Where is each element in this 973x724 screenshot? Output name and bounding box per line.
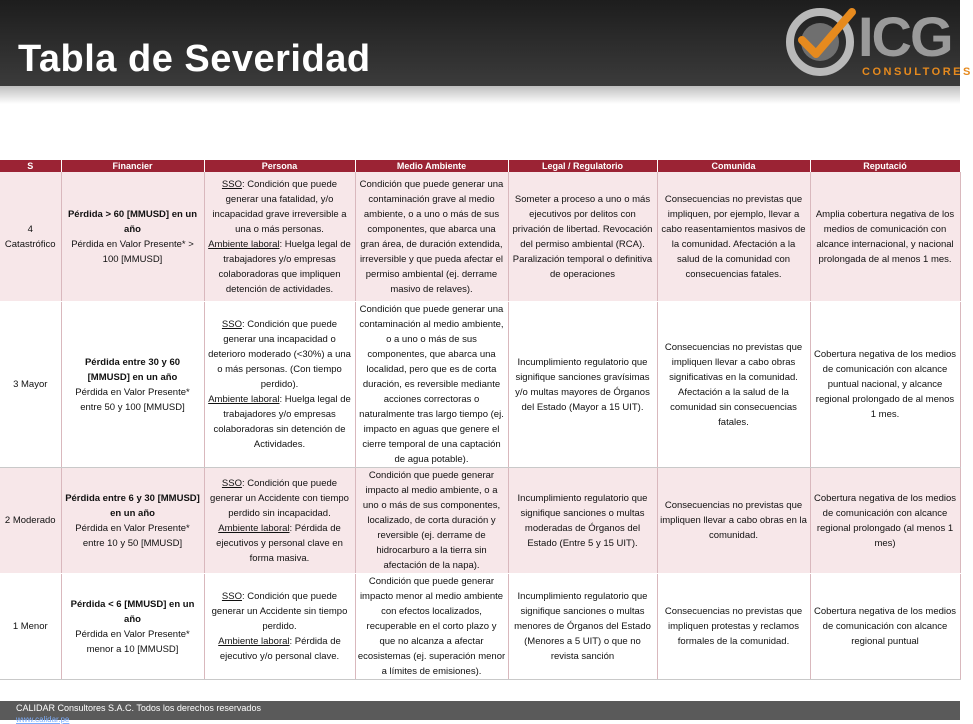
person-sso-text: : Condición que puede generar un Accidente sin tiempo perdido. xyxy=(211,591,348,632)
severity-cell: 4 Catastrófico xyxy=(0,172,61,302)
col-header-community: Comunida xyxy=(657,160,810,172)
community-cell: Consecuencias no previstas que impliquen, por ejemplo, llevar a cabo reasentamientos masivos de la comunidad. Afectación a la salud de la comunidad con consecuencias fatales. xyxy=(657,172,810,302)
severity-table xyxy=(0,160,961,680)
reputation-cell: Cobertura negativa de los medios de comunicación con alcance regional prolongado (al menos 1 mes) xyxy=(810,468,960,574)
person-sso-text: : Condición que puede generar un Accidente con tiempo perdido sin incapacidad. xyxy=(210,477,349,519)
financial-cell xyxy=(61,172,204,302)
col-header-financial: Financier xyxy=(61,160,204,172)
reputation-cell: Cobertura negativa de los medios de comunicación con alcance puntual nacional, y alcance regional prolongado de al menos 1 mes. xyxy=(810,302,960,468)
severity-cell: 2 Moderado xyxy=(0,468,61,574)
environment-cell: Condición que puede generar impacto al medio ambiente, o a uno o más de sus componentes, localizado, de corta duración y reversible (ej. derrame de hidrocarburo a la tierra sin afectación de la napa). xyxy=(355,468,508,574)
col-header-person: Persona xyxy=(204,160,355,172)
person-sso-label: SSO xyxy=(221,477,242,489)
financial-note: Pérdida en Valor Presente* entre 10 y 50 [MMUSD] xyxy=(75,522,190,549)
person-labor-label: Ambiente laboral xyxy=(208,238,280,250)
environment-cell: Condición que puede generar impacto menor al medio ambiente con efectos localizados, recuperable en el corto plazo y que no alcanza a afectar ecosistemas (ej. superación menor a límites de emisiones). xyxy=(355,574,508,680)
legal-cell: Incumplimiento regulatorio que signifique sanciones o multas menores de Órganos del Estado (Menores a 5 UIT) o que no revista sanción xyxy=(508,574,657,680)
financial-note: Pérdida en Valor Presente* > 100 [MMUSD] xyxy=(71,238,194,265)
footer-bar xyxy=(0,701,960,724)
financial-note: Pérdida en Valor Presente* menor a 10 [MMUSD] xyxy=(75,628,190,655)
header-shadow xyxy=(0,86,960,104)
person-sso-text: : Condición que puede generar una fatalidad, y/o incapacidad grave irreversible a una o más personas. xyxy=(212,178,347,235)
legal-cell: Incumplimiento regulatorio que signifique sanciones gravísimas y/o multas mayores de Órganos del Estado (Mayor a 15 UIT). xyxy=(508,302,657,468)
reputation-cell: Amplia cobertura negativa de los medios de comunicación con alcance internacional, y nacional prolongada de al menos 1 mes. xyxy=(810,172,960,302)
legal-cell: Someter a proceso a uno o más ejecutivos por delitos con privación de libertad. Revocación del permiso ambiental (RCA). Paralización temporal o definitiva de operaciones xyxy=(508,172,657,302)
financial-cell xyxy=(61,468,204,574)
person-labor-text: : Pérdida de ejecutivos y personal clave en forma masiva. xyxy=(216,522,343,564)
severity-cell: 1 Menor xyxy=(0,574,61,680)
person-sso-label: SSO xyxy=(221,319,242,330)
footer-link[interactable]: www.calidar.pe xyxy=(16,715,70,724)
person-sso-label: SSO xyxy=(221,591,242,602)
col-header-legal: Legal / Regulatorio xyxy=(508,160,657,172)
financial-note: Pérdida en Valor Presente* entre 50 y 100 [MMUSD] xyxy=(75,386,190,413)
col-header-severity: S xyxy=(0,160,61,172)
reputation-cell: Cobertura negativa de los medios de comunicación con alcance regional puntual xyxy=(810,574,960,680)
financial-bold: Pérdida entre 30 y 60 [MMUSD] en un año xyxy=(84,356,181,383)
environment-cell: Condición que puede generar una contaminación al medio ambiente, o a uno o más de sus componentes, que abarca una localidad, pero que es de corta duración, es reversible mediante acciones correctoras o naturalmente tras largo tiempo (ej. impacto en aguas que genere el cierre temporal de una captación de agua potable). xyxy=(355,302,508,468)
financial-bold: Pérdida entre 6 y 30 [MMUSD] en un año xyxy=(65,492,200,519)
table-row xyxy=(0,302,960,468)
person-labor-label: Ambiente laboral xyxy=(218,522,290,534)
person-cell xyxy=(204,172,355,302)
environment-cell: Condición que puede generar una contaminación grave al medio ambiente, o a uno o más de sus componentes, que abarca una gran área, de duración extendida, irreversible y que pueda afectar el permiso ambiental (ej. derrame masivo de relaves). xyxy=(355,172,508,302)
legal-cell: Incumplimiento regulatorio que signifique sanciones o multas moderadas de Órganos del Estado (Entre 5 y 15 UIT). xyxy=(508,468,657,574)
person-sso-text: : Condición que puede generar una incapacidad o deterioro moderado (<30%) a una o más personas. (Con tiempo perdido). xyxy=(208,319,351,390)
logo-main: ICG xyxy=(858,5,952,68)
severity-cell: 3 Mayor xyxy=(0,302,61,468)
person-labor-label: Ambiente laboral xyxy=(208,394,280,405)
person-cell xyxy=(204,574,355,680)
person-labor-text: : Huelga legal de trabajadores y/o empresas colaboradoras que impliquen detención de actividades. xyxy=(218,238,351,295)
logo-subtitle: CONSULTORES xyxy=(862,66,973,78)
financial-cell xyxy=(61,302,204,468)
person-labor-text: : Pérdida de ejecutivo y/o personal clave. xyxy=(219,636,341,662)
table-row xyxy=(0,574,960,680)
community-cell: Consecuencias no previstas que impliquen protestas y reclamos formales de la comunidad. xyxy=(657,574,810,680)
table-row xyxy=(0,468,960,574)
person-sso-label: SSO xyxy=(221,178,242,190)
table-header-row xyxy=(0,160,960,172)
person-cell xyxy=(204,302,355,468)
col-header-reputation: Reputació xyxy=(810,160,960,172)
person-cell xyxy=(204,468,355,574)
table-row xyxy=(0,172,960,302)
page-title: Tabla de Severidad xyxy=(18,38,371,80)
logo-wordmark xyxy=(858,6,952,68)
community-cell: Consecuencias no previstas que impliquen llevar a cabo obras significativas en la comunidad. Afectación a la salud de la comunidad sin consecuencias fatales. xyxy=(657,302,810,468)
financial-cell xyxy=(61,574,204,680)
financial-bold: Pérdida < 6 [MMUSD] en un año xyxy=(70,598,195,625)
financial-bold: Pérdida > 60 [MMUSD] en un año xyxy=(67,208,198,235)
person-labor-label: Ambiente laboral xyxy=(218,636,290,647)
col-header-environment: Medio Ambiente xyxy=(355,160,508,172)
community-cell: Consecuencias no previstas que impliquen llevar a cabo obras en la comunidad. xyxy=(657,468,810,574)
person-labor-text: : Huelga legal de trabajadores y/o empresas colaboradoras sin detención de Actividades. xyxy=(213,394,351,450)
footer-copyright: CALIDAR Consultores S.A.C. Todos los derechos reservados xyxy=(16,703,261,713)
